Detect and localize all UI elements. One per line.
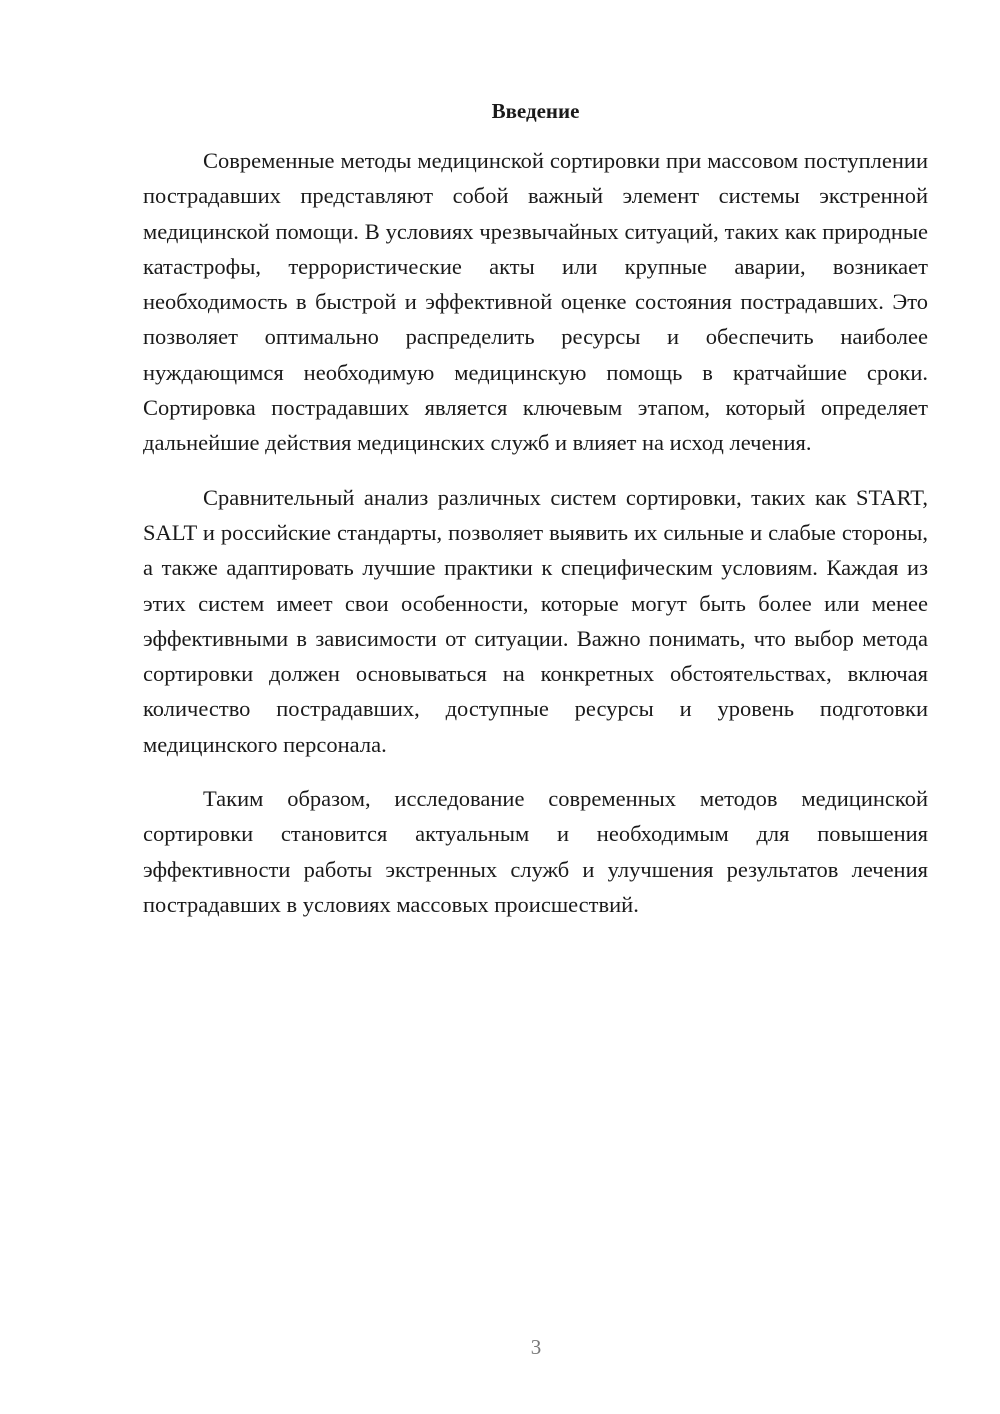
body-text xyxy=(143,143,928,941)
section-heading: Введение xyxy=(491,99,580,123)
paragraph-1: Современные методы медицинской сортировки при массовом поступлении пострадавших представляют собой важный элемент системы экстренной медицинской помощи. В условиях чрезвычайных ситуаций, таких как природные катастрофы, террористические акты или крупные аварии, возникает необходимость в быстрой и эффективной оценке состояния пострадавших. Это позволяет оптимально распределить ресурсы и обеспечить наиболее нуждающимся необходимую медицинскую помощь в кратчайшие сроки. Сортировка пострадавших является ключевым этапом, который определяет дальнейшие действия медицинских служб и влияет на исход лечения. xyxy=(143,148,928,456)
paragraph-2: Сравнительный анализ различных систем сортировки, таких как START, SALT и российские стандарты, позволяет выявить их сильные и слабые стороны, а также адаптировать лучшие практики к специфическим условиям. Каждая из этих систем имеет свои особенности, которые могут быть более или менее эффективными в зависимости от ситуации. Важно понимать, что выбор метода сортировки должен основываться на конкретных обстоятельствах, включая количество пострадавших, доступные ресурсы и уровень подготовки медицинского персонала. xyxy=(143,484,928,757)
paragraph-3: Таким образом, исследование современных методов медицинской сортировки становится актуальным и необходимым для повышения эффективности работы экстренных служб и улучшения результатов лечения пострадавших в условиях массовых происшествий. xyxy=(143,786,928,917)
page-number: 3 xyxy=(530,1335,542,1359)
